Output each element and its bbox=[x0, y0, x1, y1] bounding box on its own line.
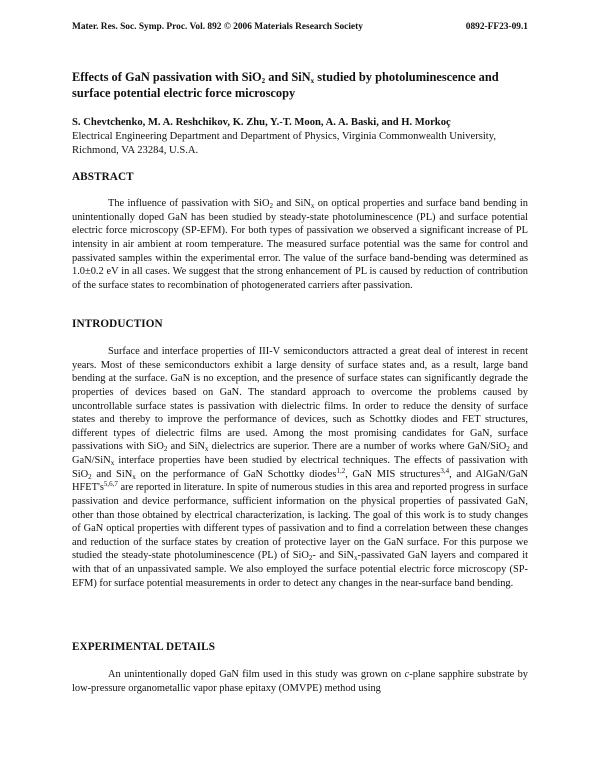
paper-number: 0892-FF23-09.1 bbox=[465, 22, 528, 32]
experimental-heading: EXPERIMENTAL DETAILS bbox=[72, 641, 216, 653]
experimental-paragraph: An unintentionally doped GaN film used in this study was grown on c-plane sapphire substrate by low-pressure organometallic vapor phase epitaxy (OMVPE) method using bbox=[72, 669, 529, 694]
author-affiliation: Electrical Engineering Department and Department of Physics, Virginia Commonwealth University, Richmond, VA 23284, U.S.A. bbox=[72, 131, 496, 156]
abstract-heading: ABSTRACT bbox=[72, 171, 134, 183]
introduction-heading: INTRODUCTION bbox=[72, 318, 163, 330]
journal-citation: Mater. Res. Soc. Symp. Proc. Vol. 892 © 2006 Materials Research Society bbox=[72, 22, 363, 32]
running-header bbox=[72, 22, 528, 36]
paper-title: Effects of GaN passivation with SiO$_2$ and SiN$_x$ studied by photoluminescence and surface potential electric force microscopy bbox=[72, 70, 499, 100]
author-list: S. Chevtchenko, M. A. Reshchikov, K. Zhu, Y.-T. Moon, A. A. Baski, and H. Morkoç bbox=[72, 117, 451, 128]
abstract-paragraph: The influence of passivation with SiO$_2$ and SiN$_x$ on optical properties and surface band bending in unintentionally doped GaN has been studied by steady-state photoluminescence (PL) and surface potential electric force microscopy (SP-EFM). For both types of passivation we observed a significant increase of PL intensity in air ambient at room temperature. The measured surface potential was the same for control and passivated samples within the experimental error. The value of the surface band-bending was determined as 1.0±0.2 eV in all cases. We suggest that the strong enhancement of PL is caused by reduction of contribution of the surface states to recombination of photogenerated carriers after passivation. bbox=[72, 198, 528, 291]
introduction-paragraph: Surface and interface properties of III-V semiconductors attracted a great deal of interest in recent years. Most of these semiconductors exhibit a large density of surface states and, as a result, large band bending at the surface. GaN is no exception, and the presence of surface states can significantly degrade the properties of devices based on GaN. The standard approach to overcome the problems caused by uncontrollable surface states is passivation with dielectric films. In order to reduce the density of surface states and thereby to improve the performance of devices, such as Schottky diodes and FET structures, different types of dielectric films are used. Among the most promising candidates for GaN, surface passivations with SiO$_2$ and SiN$_x$ dielectrics are superior. There are a number of works where GaN/SiO$_2$ and GaN/SiN$_x$ interface properties have been studied by electrical techniques. The effects of passivation with SiO$_2$ and SiN$_x$ on the performance of GaN Schottky diodes$^{1,2}$, GaN MIS structures$^{3,4}$, and AlGaN/GaN $HFET's^{5,6,7}$ are reported in literature. In spite of numerous studies in this area and reported progress in surface passivation and device performance, sufficient information on the physical properties of passivated GaN, other than those obtained by electrical characterization, is lacking. The goal of this work is to study changes of GaN optical properties with different types of passivation and to find a correlation between these changes and reduction of the surface states by creation of protective layer on the GaN surface. For this purpose we studied the steady-state photoluminescence (PL) of SiO$_2$- and SiN$_x$-passivated GaN layers and compared it with that of an unpassivated sample. We also employed the surface potential electric force microscopy (SP-EFM) for surface potential measurements in order to detect any changes in the near-surface band bending. bbox=[72, 346, 528, 589]
